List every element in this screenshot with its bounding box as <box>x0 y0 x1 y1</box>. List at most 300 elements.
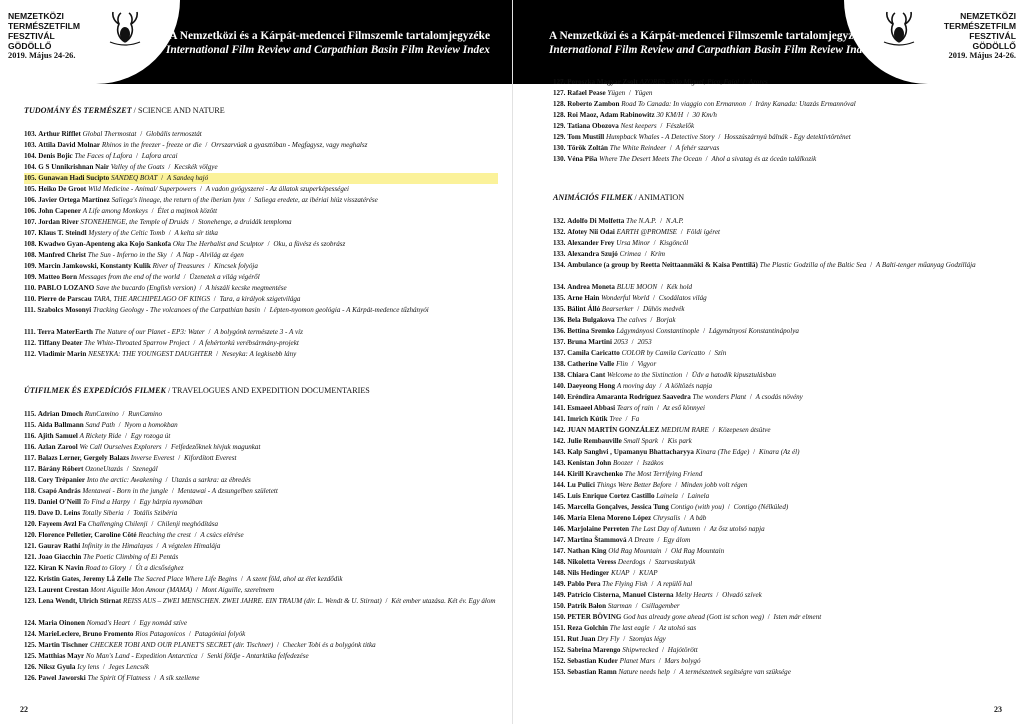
entry-page-number: 132. <box>553 228 566 236</box>
entry-author: Camila Caricatto <box>567 349 620 357</box>
title-separator: / <box>134 152 140 160</box>
index-entry <box>24 673 498 684</box>
entry-page-number: 138. <box>553 360 566 368</box>
entry-author: Niksz Gyula <box>38 663 76 671</box>
right-content <box>553 77 1010 678</box>
entry-author: Attila David Molnar <box>38 141 101 149</box>
entry-original-title: Ursa Minor <box>616 239 650 247</box>
index-entry <box>24 250 498 261</box>
entry-author: Catherine Valle <box>567 360 615 368</box>
index-entry <box>553 154 1010 165</box>
title-separator: / <box>212 295 218 303</box>
entry-hungarian-title: A bolygónk természete 3 - A víz <box>214 328 303 336</box>
entry-author: Pablo Pera <box>567 580 601 588</box>
entry-original-title: Small Spark <box>623 437 659 445</box>
entry-hungarian-title: Orrszarvúak a gyasztóban - Megfagysz, vagy meghalsz <box>211 141 368 149</box>
index-entry <box>553 381 1010 392</box>
entry-hungarian-title: Krím <box>650 250 666 258</box>
entry-page-number: 108. <box>24 251 37 259</box>
entry-original-title: The Flying Fish <box>602 580 648 588</box>
index-entry <box>24 239 498 250</box>
entry-author: Pierre de Parscau <box>37 295 92 303</box>
entry-page-number: 116. <box>24 432 37 440</box>
entry-hungarian-title: A végtelen Himalája <box>162 542 221 550</box>
title-separator: / <box>655 404 661 412</box>
entry-author: Nils Hedinger <box>567 569 610 577</box>
entry-hungarian-title: A repülő hal <box>657 580 693 588</box>
entry-hungarian-title: Hosszúszárnyú bálnák - Egy detektívtörténet <box>724 133 851 141</box>
entry-page-number: 118. <box>24 476 37 484</box>
entry-hungarian-title: Lépten-nyomon geológia - A Kárpát-medence tűzhányói <box>269 306 429 314</box>
entry-page-number: 150. <box>553 613 566 621</box>
title-separator: / <box>629 338 636 346</box>
title-separator: / <box>198 185 204 193</box>
entry-original-title: Melty Hearts <box>675 591 713 599</box>
entry-original-title: Oku The Herbalist and Sculptor <box>172 240 264 248</box>
index-entry <box>24 338 498 349</box>
entry-page-number: 136. <box>553 327 566 335</box>
entry-hungarian-title: Szenegál <box>132 465 158 473</box>
index-entry <box>24 475 498 486</box>
entry-author: Véna Piša <box>567 155 598 163</box>
index-entry <box>24 162 498 173</box>
title-separator: / <box>710 426 717 434</box>
title-separator: / <box>868 261 874 269</box>
title-separator: / <box>166 163 173 171</box>
entry-page-number: 148. <box>553 558 566 566</box>
title-separator: / <box>741 78 747 86</box>
entry-hungarian-title: Csillagember <box>641 602 680 610</box>
section-title-travelogues: ÚTIFILMEK ÉS EXPEDÍCIÓS FILMEK / TRAVELOGUES AND EXPEDITION DOCUMENTARIES <box>24 386 370 395</box>
entry-original-title: Crimea <box>619 250 641 258</box>
index-entry <box>553 392 1010 403</box>
index-entry <box>24 563 498 574</box>
title-separator: / <box>633 602 640 610</box>
entry-hungarian-title: Jeges Lencsék <box>108 663 150 671</box>
entry-hungarian-title: Közepesen átsütve <box>718 426 771 434</box>
entry-page-number: 149. <box>553 580 566 588</box>
title-separator: / <box>190 218 197 226</box>
entry-original-title: To Find a Harpy <box>82 498 130 506</box>
entry-original-title: Lainela <box>656 492 678 500</box>
entry-page-number: 149. <box>553 591 566 599</box>
index-entry <box>24 261 498 272</box>
entry-page-number: 125. <box>24 641 37 649</box>
entry-hungarian-title: 2053 <box>637 338 652 346</box>
index-entry <box>553 249 1010 260</box>
entry-page-number: 107. <box>24 218 37 226</box>
title-separator: / <box>167 229 173 237</box>
entry-hungarian-title: Élet a majmok között <box>157 207 218 215</box>
entry-author: PETER BÖVING <box>567 613 622 621</box>
entry-list-animation <box>553 216 1010 678</box>
entry-author: Tiffany Deater <box>37 339 83 347</box>
entry-author: Afotey Nii Odai <box>567 228 615 236</box>
entry-original-title: We Call Ourselves Explorers <box>79 443 162 451</box>
entry-hungarian-title: Tara, a királyok szigetvilága <box>219 295 301 303</box>
index-entry <box>553 623 1010 634</box>
index-entry <box>553 132 1010 143</box>
entry-author: Tom Mustill <box>567 133 605 141</box>
entry-author: Lu Pulici <box>567 481 595 489</box>
entry-original-title: NESEYKA: THE YOUNGEST DAUGHTER <box>88 350 213 358</box>
entry-author: Fayeem Avzl Fa <box>38 520 87 528</box>
entry-author: Patricio Cisterna, Manuel Cisterna <box>567 591 674 599</box>
entry-hungarian-title: Szín <box>714 349 727 357</box>
entry-page-number: 140. <box>553 393 566 401</box>
entry-author: Luis Enrique Cortez Castillo <box>567 492 655 500</box>
entry-page-number: 134. <box>553 261 566 269</box>
entry-hungarian-title: Lainela <box>687 492 710 500</box>
entry-hungarian-title: A Nap - Alvilág az égen <box>176 251 244 259</box>
title-separator: / <box>131 498 138 506</box>
entry-page-number: 128. <box>553 111 566 119</box>
entry-page-number: 130. <box>553 144 566 152</box>
index-entry <box>553 502 1010 513</box>
entry-hungarian-title: Lafora arcai <box>141 152 178 160</box>
index-entry <box>24 217 498 228</box>
index-entry <box>24 651 498 662</box>
entry-original-title: Kinara (The Edge) <box>695 448 750 456</box>
entry-original-title: MEDIUM RARE <box>660 426 709 434</box>
index-entry <box>24 486 498 497</box>
entry-hungarian-title: A természetnek segítségre van szüksége <box>679 668 791 676</box>
entry-hungarian-title: A fehér szarvas <box>675 144 720 152</box>
index-entry <box>24 618 498 629</box>
entry-original-title: The Most Terrifying Friend <box>624 470 703 478</box>
index-entry <box>553 121 1010 132</box>
entry-page-number: 143. <box>553 459 566 467</box>
entry-hungarian-title: Irány Kanada: Utazás Ermannóval <box>755 100 856 108</box>
entry-author: Sebastian Kuder <box>567 657 618 665</box>
title-separator: / <box>678 228 685 236</box>
title-separator: / <box>168 251 175 259</box>
entry-hungarian-title: Dühös medvék <box>642 305 685 313</box>
entry-page-number: 132. <box>553 217 566 225</box>
index-entry <box>24 519 498 530</box>
entry-author: Marjolaine Perreten <box>567 525 630 533</box>
index-entry <box>553 227 1010 238</box>
entry-page-number: 145. <box>553 492 566 500</box>
title-separator: / <box>206 262 213 270</box>
index-entry <box>24 585 498 596</box>
index-entry <box>553 667 1010 678</box>
index-entry <box>553 546 1010 557</box>
entry-author: Andrea Moneta <box>567 283 615 291</box>
entry-page-number: 106. <box>24 196 37 204</box>
index-entry <box>553 568 1010 579</box>
entry-original-title: Road to Glory <box>85 564 126 572</box>
entry-page-number: 134. <box>553 283 566 291</box>
entry-author: Dave D. Leins <box>37 509 81 517</box>
entry-original-title: Lágymányosi Constantinople <box>616 327 700 335</box>
entry-hungarian-title: Kis park <box>667 437 692 445</box>
title-separator: / <box>149 520 156 528</box>
entry-original-title: OzoneUtazás <box>85 465 123 473</box>
entry-page-number: 124. <box>24 630 37 638</box>
entry-author: Roberto Zambon <box>567 100 620 108</box>
index-entry <box>553 403 1010 414</box>
entry-page-number: 117. <box>24 465 37 473</box>
title-separator: / <box>123 432 129 440</box>
entry-page-number: 126. <box>24 674 37 682</box>
entry-author: MarieLeclere, Bruno Fromento <box>38 630 134 638</box>
entry-author: Daeyeong Hong <box>567 382 616 390</box>
entry-original-title: The Spirit Of Flatness <box>87 674 151 682</box>
title-separator: / <box>706 349 713 357</box>
index-entry <box>553 469 1010 480</box>
index-entry <box>553 326 1010 337</box>
entry-hungarian-title: Kék hold <box>666 283 693 291</box>
entry-hungarian-title: Fa <box>631 415 640 423</box>
index-entry <box>553 612 1010 623</box>
entry-page-number: 133. <box>553 250 566 258</box>
entry-original-title: Infinity in the Himalayas <box>81 542 153 550</box>
entry-hungarian-title: A költözés napja <box>665 382 713 390</box>
entry-author: Rut Juan <box>567 635 596 643</box>
title-separator: / <box>635 305 641 313</box>
entry-original-title: The last eagle <box>609 624 650 632</box>
entry-hungarian-title: Isten már elment <box>773 613 822 621</box>
index-entry <box>553 535 1010 546</box>
entry-original-title: Bearserker <box>601 305 634 313</box>
entry-author: Bálint Álló <box>567 305 601 313</box>
entry-list-science <box>24 129 498 360</box>
entry-page-number: 127. <box>553 89 566 97</box>
title-separator: / <box>194 586 200 594</box>
entry-page-number: 117. <box>24 454 37 462</box>
entry-page-number: 112. <box>24 350 37 358</box>
entry-author: Poroszka Magyar Zsolt <box>567 78 638 86</box>
entry-page-number: 148. <box>553 569 566 577</box>
index-entry <box>553 293 1010 304</box>
title-separator: / <box>642 250 649 258</box>
index-entry <box>553 601 1010 612</box>
entry-page-number: 151. <box>553 635 566 643</box>
entry-hungarian-title: A vadon gyógyszerei - Az állatok szuperképességei <box>205 185 349 193</box>
entry-page-number: 151. <box>553 624 566 632</box>
entry-hungarian-title: Lágymányosi Konstantinápolya <box>708 327 799 335</box>
entry-original-title: Flin <box>616 360 628 368</box>
title-separator: / <box>751 448 757 456</box>
entry-original-title: Rhinos in the freezer - freeze or die <box>101 141 202 149</box>
index-entry <box>553 99 1010 110</box>
entry-author: Patrik Bałon <box>567 602 607 610</box>
title-separator: / <box>152 674 158 682</box>
entry-author: Heiko De Groot <box>38 185 87 193</box>
entry-page-number: 115. <box>24 421 37 429</box>
entry-page-number: 125. <box>24 652 37 660</box>
title-separator: / <box>684 371 690 379</box>
index-entry <box>553 480 1010 491</box>
entry-hungarian-title: Old Rag Mountain <box>670 547 725 555</box>
entry-author: Kalp Sanghvi , Upamanyu Bhattacharyya <box>567 448 694 456</box>
entry-page-number: 105. <box>24 185 37 193</box>
deer-logo-icon <box>878 8 920 48</box>
entry-original-title: Shipwrecked <box>622 646 659 654</box>
header-title: A Nemzetközi és a Kárpát-medencei Filmszemle tartalomjegyzéke International Film Review and Carpathian Basin Film Review Index <box>549 30 874 56</box>
entry-original-title: Sand Path <box>85 421 115 429</box>
index-entry <box>553 557 1010 568</box>
entry-hungarian-title: 30 Km/h <box>692 111 717 119</box>
entry-hungarian-title: Stonehenge, a druidák temploma <box>198 218 292 226</box>
entry-original-title: Tears of rain <box>616 404 654 412</box>
entry-page-number: 104. <box>24 163 37 171</box>
entry-hungarian-title: Üzenetek a világ végéről <box>189 273 260 281</box>
entry-hungarian-title: Egy hárpia nyomában <box>139 498 203 506</box>
index-entry <box>24 294 498 305</box>
title-separator: / <box>682 514 688 522</box>
entry-page-number: 147. <box>553 536 566 544</box>
entry-hungarian-title: Mont Aiguille, szerelmem <box>201 586 275 594</box>
entry-hungarian-title: A Balti-tenger műanyag Godzillája <box>875 261 976 269</box>
entry-original-title: BLUE MOON <box>616 283 658 291</box>
festival-name: NEMZETKÖZI TERMÉSZETFILM FESZTIVÁL GÖDÖLLŐ 2019. Május 24-26. <box>943 11 1016 60</box>
index-entry <box>24 530 498 541</box>
title-separator: / <box>660 646 666 654</box>
entry-author: Marcin Jamkowski, Konstanty Kulik <box>38 262 151 270</box>
entry-page-number: 107. <box>24 229 37 237</box>
entry-author: Bela Bulgakova <box>567 316 615 324</box>
entry-original-title: Planet Mars <box>619 657 655 665</box>
title-separator: / <box>648 316 655 324</box>
index-entry <box>24 409 498 420</box>
title-separator: / <box>116 421 123 429</box>
index-entry <box>553 436 1010 447</box>
entry-original-title: The Poetic Climbing of Ei Pentás <box>83 553 179 561</box>
title-separator: / <box>124 465 131 473</box>
entry-author: Balazs Lerner, Gergely Balazs <box>37 454 129 462</box>
entry-hungarian-title: Totális Szibéria <box>133 509 178 517</box>
title-separator: / <box>651 294 657 302</box>
entry-original-title: The wonders Plant <box>692 393 747 401</box>
entry-hungarian-title: Kincsek folyója <box>214 262 258 270</box>
entry-hungarian-title: A hiszáli kecske megmentése <box>205 284 287 292</box>
entry-author: Klaus T. Steindl <box>38 229 87 237</box>
entry-original-title: STONEHENGE, the Temple of Druids <box>80 218 189 226</box>
entry-author: Bettina Sremko <box>567 327 615 335</box>
entry-hungarian-title: Minden jobb volt régen <box>680 481 748 489</box>
entry-page-number: 146. <box>553 525 566 533</box>
entry-author: G S Unnikrishnan Nair <box>38 163 109 171</box>
entry-page-number: 129. <box>553 133 566 141</box>
entry-original-title: SANDEQ BOAT <box>110 174 158 182</box>
title-separator: / <box>655 536 662 544</box>
entry-original-title: Welcome to the Sixtinction <box>607 371 683 379</box>
entry-original-title: Contigo (with you) <box>670 503 725 511</box>
entry-page-number: 144. <box>553 470 566 478</box>
entry-page-number: 138. <box>553 371 566 379</box>
entry-original-title: Totally Siberia <box>81 509 124 517</box>
entry-author: Aida Ballmann <box>37 421 84 429</box>
entry-author: Matteo Born <box>38 273 78 281</box>
entry-hungarian-title: Felfedezőknek hívjuk magunkat <box>171 443 261 451</box>
entry-hungarian-title: Üdv a hatodik kipusztulásban <box>691 371 776 379</box>
entry-page-number: 118. <box>24 487 37 495</box>
index-entry <box>24 453 498 464</box>
festival-date: 2019. Május 24-26. <box>8 51 76 60</box>
entry-page-number: 133. <box>553 239 566 247</box>
entry-hungarian-title: A csúcs elérése <box>200 531 244 539</box>
index-entry <box>553 370 1010 381</box>
title-separator: / <box>673 481 679 489</box>
entry-page-number: 122. <box>24 564 37 572</box>
entry-page-number: 116. <box>24 443 37 451</box>
entry-original-title: COLOR by Camila Caricatto <box>621 349 705 357</box>
entry-original-title: Wild Medicine - Animal/ Superpowers <box>87 185 197 193</box>
index-entry <box>24 206 498 217</box>
entry-original-title: The N.A.P. <box>626 217 657 225</box>
entry-page-number: 135. <box>553 294 566 302</box>
entry-hungarian-title: Kinara (Az él) <box>758 448 800 456</box>
entry-author: Nikoletta Veress <box>567 558 617 566</box>
entry-original-title: Valley of the Goats <box>110 163 165 171</box>
festival-name: NEMZETKÖZI TERMÉSZETFILM FESZTIVÁL GÖDÖLLŐ 2019. Május 24-26. <box>8 11 81 60</box>
entry-author: Julie Rembauville <box>567 437 622 445</box>
entry-original-title: Things Were Better Before <box>596 481 672 489</box>
title-separator: / <box>658 122 665 130</box>
title-separator: / <box>663 547 669 555</box>
entry-hungarian-title: Globális termosztát <box>145 130 202 138</box>
entry-original-title: The Nature of our Planet - EP3: Water <box>94 328 205 336</box>
entry-original-title: Chrysalis <box>652 514 681 522</box>
entry-page-number: 137. <box>553 338 566 346</box>
entry-hungarian-title: Ahol a sivatag és az óceán találkozik <box>711 155 817 163</box>
title-separator: / <box>154 542 161 550</box>
entry-hungarian-title: Hajótörött <box>667 646 698 654</box>
entry-hungarian-title: Patagóniai folyók <box>194 630 246 638</box>
entry-original-title: Yügen <box>607 89 626 97</box>
entry-original-title: Old Rag Mountain <box>608 547 662 555</box>
entry-author: Joao Giacchin <box>38 553 82 561</box>
entry-author: Sabrina Marengo <box>567 646 621 654</box>
entry-hungarian-title: KUAP <box>639 569 658 577</box>
index-entry <box>553 656 1010 667</box>
entry-page-number: 111. <box>24 306 36 314</box>
entry-author: María Elena Moreno López <box>567 514 652 522</box>
entry-author: Gunawan Hadi Sucipto <box>38 174 110 182</box>
entry-page-number: 103. <box>24 130 37 138</box>
right-page <box>512 0 1024 724</box>
entry-hungarian-title: Egy álom <box>663 536 691 544</box>
entry-original-title: Where The Desert Meets The Ocean <box>599 155 702 163</box>
index-entry <box>553 110 1010 121</box>
entry-page-number: 105. <box>24 174 37 182</box>
entry-hungarian-title: Csodálatos világ <box>658 294 707 302</box>
title-separator: / <box>748 393 754 401</box>
index-entry <box>24 574 498 585</box>
entry-hungarian-title: Yügen <box>634 89 653 97</box>
entry-author: Arne Hain <box>567 294 600 302</box>
title-separator: / <box>127 564 134 572</box>
entry-page-number: 121. <box>24 553 37 561</box>
entry-original-title: Saliega's lineage, the return of the iberian lynx <box>111 196 245 204</box>
title-separator: / <box>265 240 272 248</box>
index-entry <box>553 238 1010 249</box>
entry-author: Alexandra Szujó <box>567 250 618 258</box>
deer-logo-icon <box>104 8 146 48</box>
index-entry <box>24 420 498 431</box>
title-separator: / <box>658 217 664 225</box>
title-separator: / <box>203 141 210 149</box>
entry-original-title: EARTH @PROMISE <box>616 228 677 236</box>
entry-original-title: Boozer <box>612 459 634 467</box>
entry-hungarian-title: Azores <box>748 78 768 86</box>
entry-author: Martina Štammová <box>567 536 627 544</box>
entry-page-number: 147. <box>553 547 566 555</box>
entry-author: Laurent Crestan <box>38 586 89 594</box>
entry-page-number: 106. <box>24 207 37 215</box>
